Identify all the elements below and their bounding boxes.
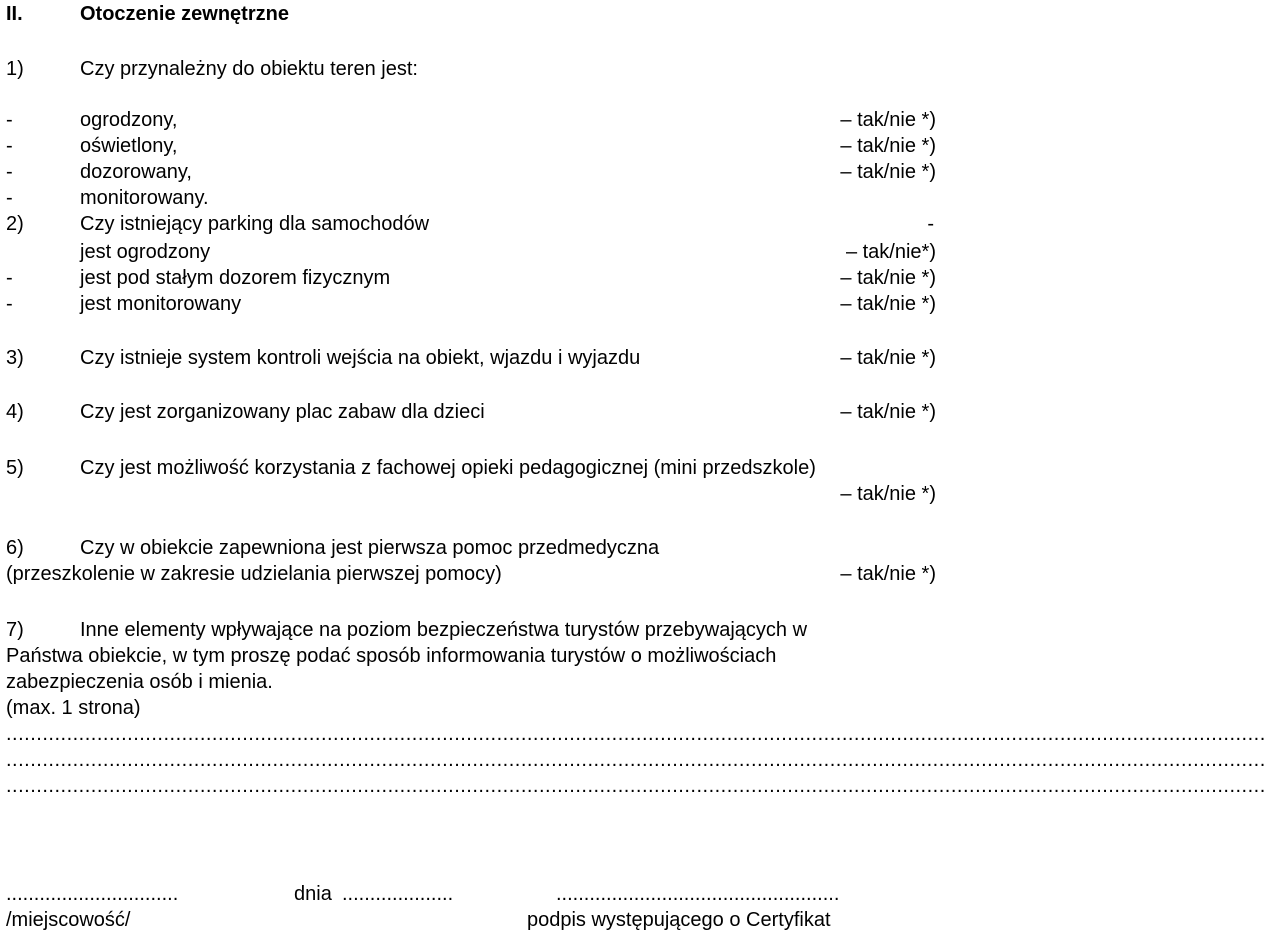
q1-item-dash: - xyxy=(6,135,13,157)
section-number: II. xyxy=(6,3,23,25)
q1-item-label: dozorowany, xyxy=(80,161,192,183)
q2-item-dash: - xyxy=(6,293,13,315)
q3-text: Czy istnieje system kontroli wejścia na obiekt, wjazdu i wyjazdu xyxy=(80,347,641,369)
section-title: Otoczenie zewnętrzne xyxy=(80,3,289,25)
q6-text: Czy w obiekcie zapewniona jest pierwsza pomoc przedmedyczna xyxy=(80,537,660,559)
q4-answer: – tak/nie *) xyxy=(840,401,936,423)
dnia-label: dnia xyxy=(294,883,332,905)
q7-text-line2: Państwa obiekcie, w tym proszę podać sposób informowania turystów o możliwościach xyxy=(6,645,777,667)
q1-item-label: oświetlony, xyxy=(80,135,178,157)
q1-item-answer: – tak/nie *) xyxy=(840,135,936,157)
q5-answer: – tak/nie *) xyxy=(840,483,936,505)
answer-dotted-line[interactable]: ................................................................................................................................................................................................................ xyxy=(6,775,1266,797)
answer-dotted-line[interactable]: ................................................................................................................................................................................................................ xyxy=(6,749,1266,771)
q1-item-answer: – tak/nie *) xyxy=(840,161,936,183)
q1-item-dash: - xyxy=(6,161,13,183)
q1-item-dash: - xyxy=(6,187,13,209)
q3-number: 3) xyxy=(6,347,24,369)
q4-number: 4) xyxy=(6,401,24,423)
q1-item-dash: - xyxy=(6,109,13,131)
answer-dotted-line[interactable]: ................................................................................................................................................................................................................ xyxy=(6,723,1266,745)
q2-tail: - xyxy=(927,213,934,235)
place-dotted-field[interactable]: ............................... xyxy=(6,883,179,905)
q2-item-label: jest monitorowany xyxy=(80,293,242,315)
q2-item-answer: – tak/nie*) xyxy=(845,241,936,263)
q7-text-line3: zabezpieczenia osób i mienia. xyxy=(6,671,273,693)
q2-item-answer: – tak/nie *) xyxy=(840,293,936,315)
q6-answer: – tak/nie *) xyxy=(840,563,936,585)
q4-text: Czy jest zorganizowany plac zabaw dla dzieci xyxy=(80,401,485,423)
q1-number: 1) xyxy=(6,58,24,80)
q1-item-label: monitorowany. xyxy=(80,187,209,209)
q7-text-line4: (max. 1 strona) xyxy=(6,697,141,719)
q3-answer: – tak/nie *) xyxy=(840,347,936,369)
q1-item-label: ogrodzony, xyxy=(80,109,178,131)
q2-item-label: jest pod stałym dozorem fizycznym xyxy=(80,267,391,289)
date-dotted-field[interactable]: .................... xyxy=(342,883,454,905)
place-label: /miejscowość/ xyxy=(6,909,131,931)
q2-item-dash: - xyxy=(6,267,13,289)
signature-label: podpis występującego o Certyfikat xyxy=(527,909,831,931)
q2-item-answer: – tak/nie *) xyxy=(840,267,936,289)
q1-item-answer: – tak/nie *) xyxy=(840,109,936,131)
q5-text: Czy jest możliwość korzystania z fachowej opieki pedagogicznej (mini przedszkole) xyxy=(80,457,816,479)
q7-text-line1: Inne elementy wpływające na poziom bezpieczeństwa turystów przebywających w xyxy=(80,619,808,641)
q2-number: 2) xyxy=(6,213,24,235)
q2-item-label: jest ogrodzony xyxy=(80,241,211,263)
q7-number: 7) xyxy=(6,619,24,641)
q1-text: Czy przynależny do obiektu teren jest: xyxy=(80,58,418,80)
q6-text-line2: (przeszkolenie w zakresie udzielania pierwszej pomocy) xyxy=(6,563,502,585)
signature-dotted-field[interactable]: ................................................... xyxy=(556,883,840,905)
q5-number: 5) xyxy=(6,457,24,479)
q2-text: Czy istniejący parking dla samochodów xyxy=(80,213,430,235)
q6-number: 6) xyxy=(6,537,24,559)
